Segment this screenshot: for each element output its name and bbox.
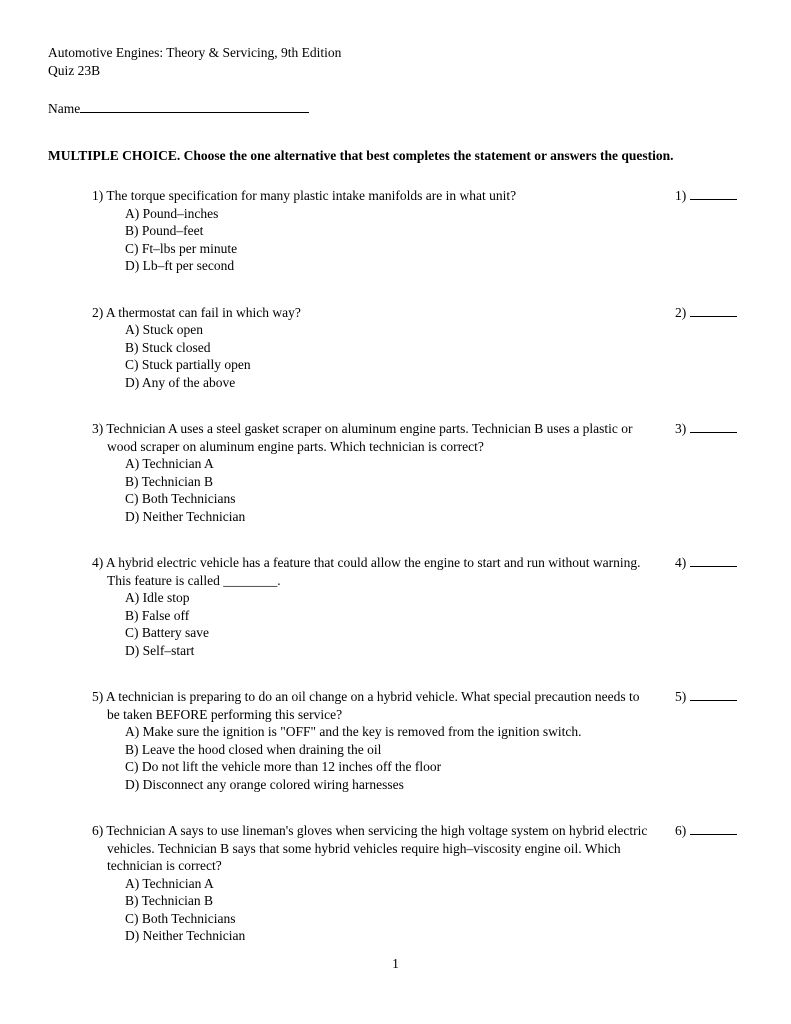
answer-options [125, 723, 653, 793]
name-blank-field[interactable] [80, 100, 309, 113]
question-block [92, 187, 745, 275]
question-text: 6) Technician A says to use lineman's gloves when servicing the high voltage system on hybrid electric vehicles. Technician B says that some hybrid vehicles require high–viscosity engine oil. Which technician is correct? [92, 823, 648, 873]
answer-options [125, 205, 653, 275]
answer-option: C) Both Technicians [125, 910, 236, 926]
page-number: 1 [392, 956, 399, 971]
answer-option: C) Both Technicians [125, 491, 236, 506]
question-text: 5) A technician is preparing to do an oil change on a hybrid vehicle. What special precaution needs to be taken BEFORE performing this service? [92, 689, 640, 722]
answer-blank-number: 1) [675, 188, 687, 203]
answer-option: D) Neither Technician [125, 508, 246, 524]
question-block [92, 822, 745, 945]
answer-options [125, 875, 653, 945]
question-text: 1) The torque specification for many plastic intake manifolds are in what unit? [92, 188, 517, 203]
answer-option: D) Self–start [125, 642, 195, 658]
answer-option: D) Any of the above [125, 374, 236, 390]
answer-blank[interactable] [675, 822, 745, 840]
answer-blank-number: 2) [675, 304, 687, 320]
answer-option: B) Stuck closed [125, 339, 211, 355]
question-text: 3) Technician A uses a steel gasket scraper on aluminum engine parts. Technician B uses a plastic or wood scraper on aluminum engine parts. Which technician is correct? [92, 421, 633, 454]
answer-blank-line[interactable] [690, 822, 737, 835]
name-label: Name [48, 101, 81, 116]
section-heading-label: MULTIPLE CHOICE. [48, 147, 181, 163]
question-main [92, 822, 667, 945]
question-block [92, 554, 745, 659]
answer-option: D) Neither Technician [125, 928, 246, 943]
document-header [48, 44, 745, 79]
answer-option: B) Technician B [125, 893, 214, 908]
answer-blank-line[interactable] [690, 187, 737, 200]
answer-option: C) Battery save [125, 625, 209, 640]
question-main [92, 688, 667, 793]
question-main [92, 420, 667, 525]
answer-blank[interactable] [675, 304, 745, 322]
answer-option: D) Lb–ft per second [125, 258, 235, 273]
answer-blank[interactable] [675, 688, 745, 706]
answer-blank-number: 3) [675, 421, 687, 436]
answer-option: B) Leave the hood closed when draining the oil [125, 741, 382, 757]
answer-option: A) Technician A [125, 875, 214, 891]
answer-blank-line[interactable] [690, 304, 737, 317]
answer-option: A) Pound–inches [125, 205, 219, 221]
questions-list [92, 187, 745, 945]
answer-blank-number: 6) [675, 823, 687, 838]
question-block [92, 688, 745, 793]
answer-option: B) Technician B [125, 473, 214, 489]
answer-option: C) Do not lift the vehicle more than 12 inches off the floor [125, 759, 442, 774]
answer-options [125, 455, 653, 525]
answer-option: A) Make sure the ignition is "OFF" and the key is removed from the ignition switch. [125, 724, 582, 739]
answer-option: B) False off [125, 607, 190, 623]
quiz-title: Quiz 23B [48, 62, 101, 78]
answer-blank-line[interactable] [690, 420, 737, 433]
question-main [92, 187, 667, 275]
answer-blank[interactable] [675, 420, 745, 438]
answer-blank-line[interactable] [690, 554, 737, 567]
question-block [92, 304, 745, 392]
name-line [48, 100, 745, 118]
section-heading-instruction: Choose the one alternative that best completes the statement or answers the question. [183, 147, 674, 163]
answer-blank-number: 4) [675, 555, 687, 570]
question-text: 2) A thermostat can fail in which way? [92, 304, 301, 320]
answer-option: C) Ft–lbs per minute [125, 240, 238, 256]
question-text: 4) A hybrid electric vehicle has a feature that could allow the engine to start and run without warning. This feature is called ________. [92, 555, 641, 588]
book-title: Automotive Engines: Theory & Servicing, 9th Edition [48, 45, 342, 60]
answer-options [125, 589, 653, 659]
answer-option: A) Stuck open [125, 322, 203, 337]
question-block [92, 420, 745, 525]
answer-option: D) Disconnect any orange colored wiring harnesses [125, 776, 404, 792]
answer-option: A) Technician A [125, 456, 214, 471]
answer-blank[interactable] [675, 187, 745, 205]
answer-blank[interactable] [675, 554, 745, 572]
answer-options [125, 321, 653, 391]
section-heading [48, 147, 745, 165]
answer-option: C) Stuck partially open [125, 357, 251, 372]
question-main [92, 304, 667, 392]
answer-blank-number: 5) [675, 689, 687, 704]
answer-option: B) Pound–feet [125, 223, 204, 238]
answer-option: A) Idle stop [125, 590, 190, 605]
question-main [92, 554, 667, 659]
answer-blank-line[interactable] [690, 688, 737, 701]
